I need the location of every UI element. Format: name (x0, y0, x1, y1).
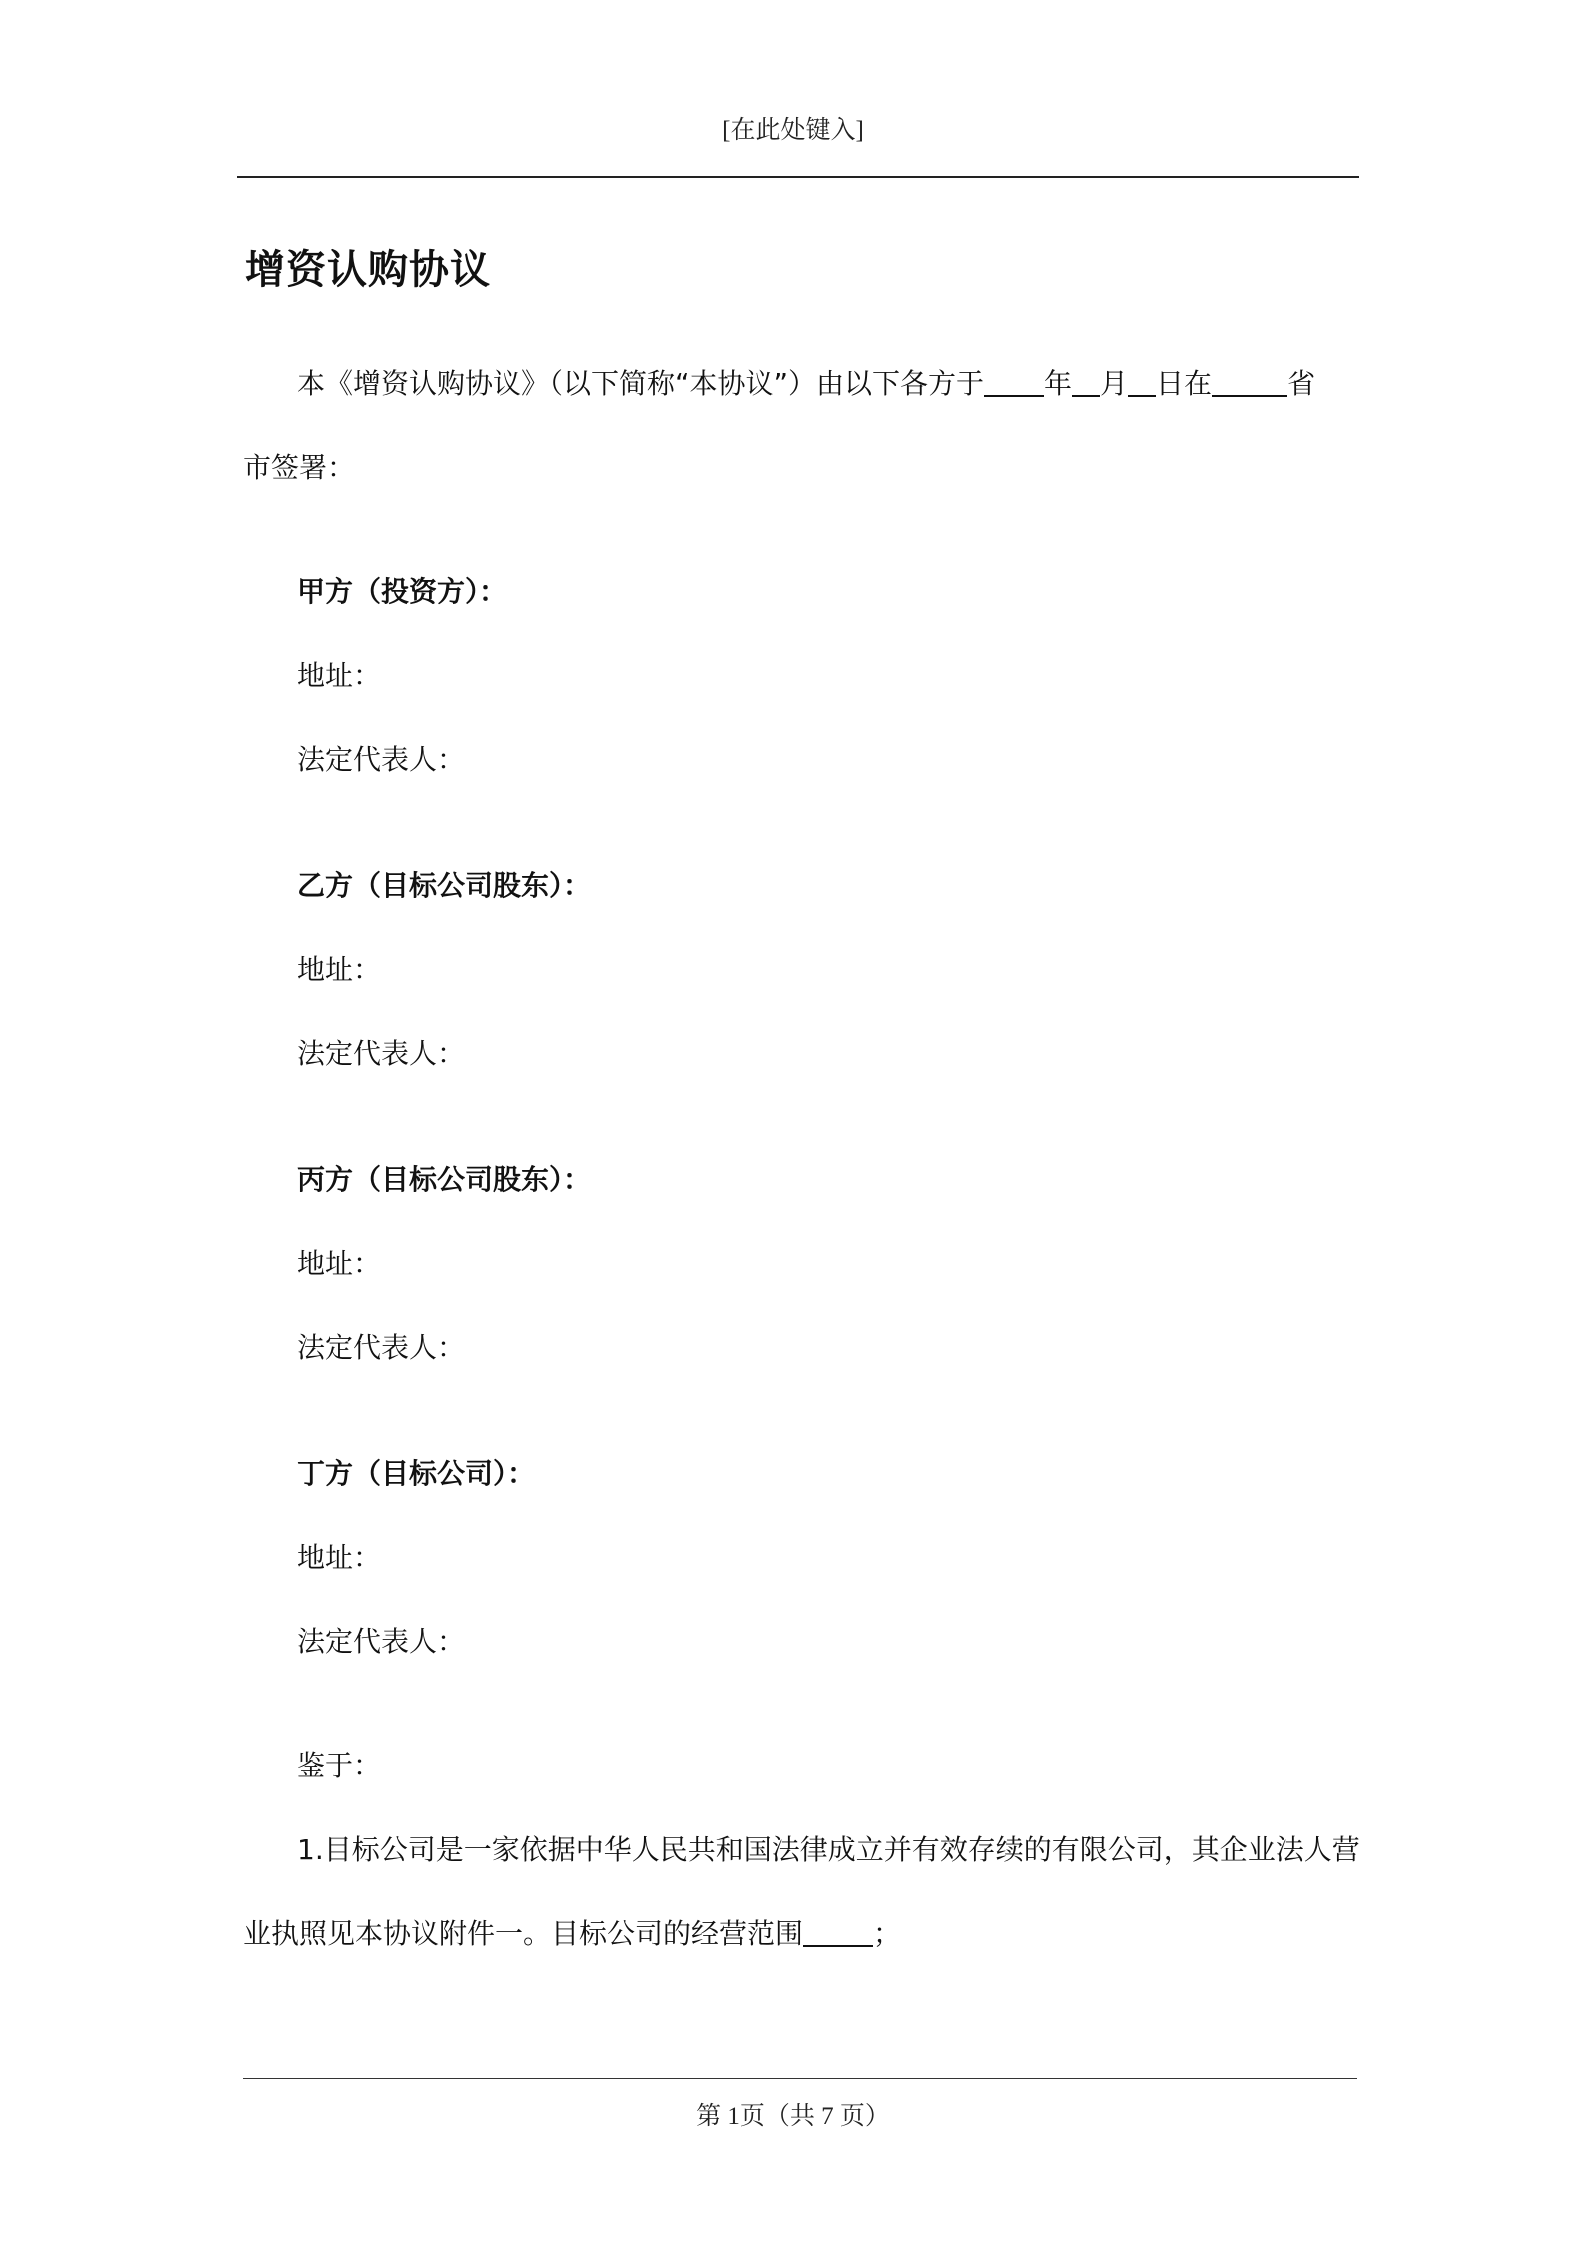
party-b-rep: 法定代表人： (297, 1037, 466, 1070)
whereas-heading: 鉴于： (297, 1749, 382, 1782)
intro-day-label: 日在 (1156, 367, 1213, 400)
intro-line-1 (297, 366, 1315, 402)
blank-business-scope[interactable] (803, 1917, 873, 1947)
document-title: 增资认购协议 (245, 247, 491, 293)
party-b-heading: 乙方（目标公司股东）： (297, 869, 592, 902)
blank-province[interactable] (1212, 367, 1287, 397)
blank-month[interactable] (1072, 367, 1100, 397)
party-c-rep: 法定代表人： (297, 1331, 466, 1364)
party-b-address: 地址： (297, 953, 382, 986)
party-a-rep: 法定代表人： (297, 743, 466, 776)
intro-line-2: 市签署： (243, 451, 356, 484)
whereas-clause-1-line-2 (243, 1916, 901, 1952)
party-d-address: 地址： (297, 1541, 382, 1574)
page-header: [在此处键入] (722, 117, 864, 144)
party-a-address: 地址： (297, 659, 382, 692)
footer-divider (243, 2078, 1357, 2079)
party-d-heading: 丁方（目标公司）： (297, 1457, 536, 1490)
party-a-heading: 甲方（投资方）： (297, 575, 508, 608)
blank-day[interactable] (1128, 367, 1156, 397)
clause-1-text: 业执照见本协议附件一。目标公司的经营范围 (243, 1917, 804, 1950)
intro-month-label: 月 (1100, 367, 1129, 400)
whereas-clause-1-line-1: 1.目标公司是一家依据中华人民共和国法律成立并有效存续的有限公司，其企业法人营 (297, 1833, 1360, 1866)
party-d-rep: 法定代表人： (297, 1625, 466, 1658)
party-c-heading: 丙方（目标公司股东）： (297, 1163, 592, 1196)
party-c-address: 地址： (297, 1247, 382, 1280)
page-number: 第 1页（共 7 页） (696, 2103, 890, 2130)
clause-1-end: ； (873, 1917, 902, 1950)
blank-year[interactable] (984, 367, 1044, 397)
intro-year-label: 年 (1044, 367, 1073, 400)
intro-province-label: 省 (1287, 367, 1316, 400)
intro-prefix: 本《增资认购协议》（以下简称“本协议”）由以下各方于 (297, 367, 985, 400)
header-divider (237, 176, 1359, 178)
